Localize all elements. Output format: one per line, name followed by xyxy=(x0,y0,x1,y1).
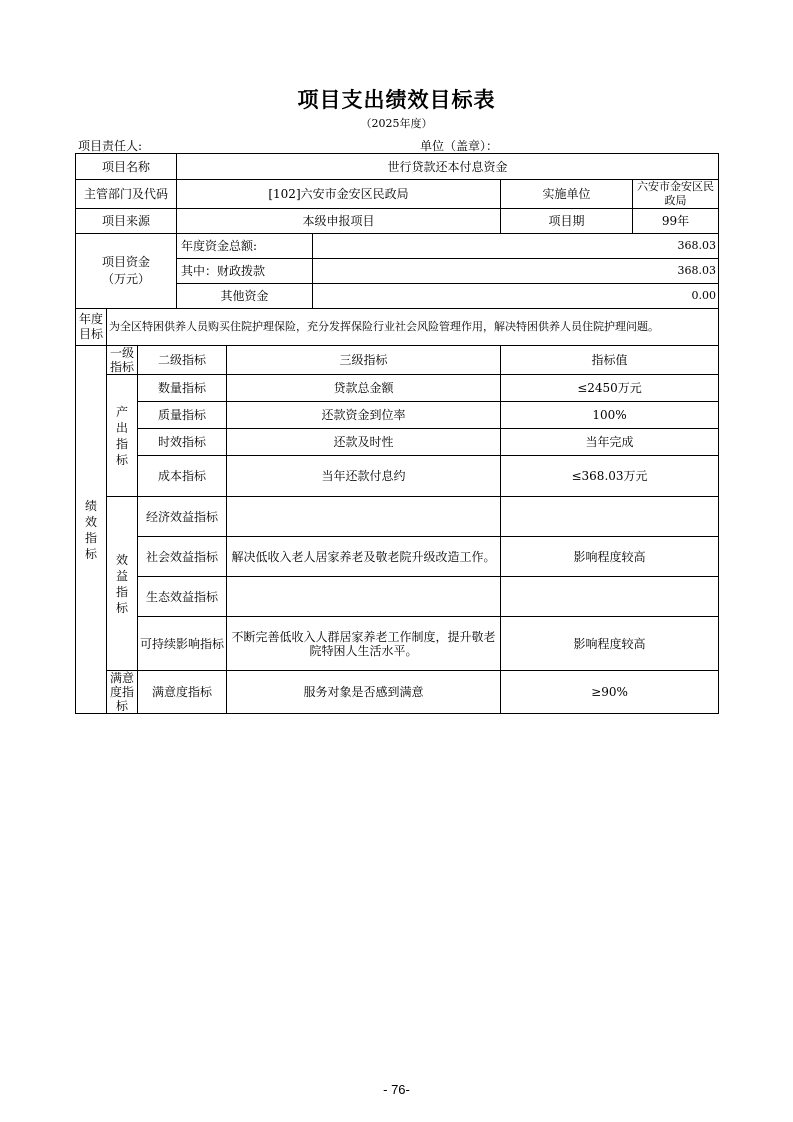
header-value: 指标值 xyxy=(501,346,719,375)
project-funds-label xyxy=(76,234,177,309)
satisfaction-level2: 满意度指标 xyxy=(138,671,227,714)
performance-target-table xyxy=(75,153,719,714)
header-level3: 三级指标 xyxy=(227,346,501,375)
project-period-value: 99年 xyxy=(633,209,719,234)
benefit-indicators-label-text: 效益指标 xyxy=(115,552,128,615)
other-funds-label: 其他资金 xyxy=(177,284,313,309)
dept-code-value: [102]六安市金安区民政局 xyxy=(177,180,501,209)
satisfaction-level3: 服务对象是否感到满意 xyxy=(227,671,501,714)
project-funds-label-text: 项目资金（万元） xyxy=(101,255,150,286)
output-level2: 数量指标 xyxy=(138,375,227,402)
output-value: 100% xyxy=(501,402,719,429)
benefit-value: 影响程度较高 xyxy=(501,537,719,577)
annual-total-label: 年度资金总额: xyxy=(177,234,313,259)
benefit-level2: 经济效益指标 xyxy=(138,497,227,537)
fiscal-year: （2025年度） xyxy=(360,117,433,130)
fiscal-appropriation-label: 其中：财政拨款 xyxy=(177,259,313,284)
annual-objective-label-text: 年度目标 xyxy=(78,312,103,341)
benefit-level2: 社会效益指标 xyxy=(138,537,227,577)
benefit-level3: 解决低收入老人居家养老及敬老院升级改造工作。 xyxy=(227,537,501,577)
satisfaction-value: ≥90% xyxy=(501,671,719,714)
output-value: ≤368.03万元 xyxy=(501,456,719,497)
project-name-value: 世行贷款还本付息资金 xyxy=(177,154,719,180)
performance-indicators-label-text: 绩效指标 xyxy=(84,498,97,561)
output-level2: 时效指标 xyxy=(138,429,227,456)
project-source-label: 项目来源 xyxy=(76,209,177,234)
output-value: 当年完成 xyxy=(501,429,719,456)
impl-unit-label: 实施单位 xyxy=(501,180,633,209)
impl-unit-value: 六安市金安区民政局 xyxy=(633,180,719,209)
header-level1-text: 一级指标 xyxy=(109,346,134,374)
benefit-level3 xyxy=(227,577,501,617)
output-indicators-label xyxy=(107,375,138,497)
other-funds-value: 0.00 xyxy=(313,284,719,309)
satisfaction-indicators-label-text: 满意度指标 xyxy=(109,671,134,713)
output-level3: 当年还款付息约 xyxy=(227,456,501,497)
output-level2: 质量指标 xyxy=(138,402,227,429)
output-level2: 成本指标 xyxy=(138,456,227,497)
project-period-label: 项目期 xyxy=(501,209,633,234)
benefit-level2: 生态效益指标 xyxy=(138,577,227,617)
output-indicators-label-text: 产出指标 xyxy=(115,404,128,467)
page-title: 项目支出绩效目标表 xyxy=(297,88,496,112)
satisfaction-indicators-label xyxy=(107,671,138,714)
output-value: ≤2450万元 xyxy=(501,375,719,402)
responsible-person-label: 项目责任人: xyxy=(78,139,143,153)
header-level1 xyxy=(107,346,138,375)
annual-objective-label xyxy=(76,309,107,346)
unit-seal-label: 单位（盖章）： xyxy=(420,139,499,153)
page-number: - 76- xyxy=(383,1082,410,1097)
benefit-value xyxy=(501,497,719,537)
project-source-value: 本级申报项目 xyxy=(177,209,501,234)
benefit-value: 影响程度较高 xyxy=(501,617,719,671)
performance-indicators-label xyxy=(76,346,107,714)
output-level3: 贷款总金额 xyxy=(227,375,501,402)
benefit-level2: 可持续影响指标 xyxy=(138,617,227,671)
fiscal-appropriation-value: 368.03 xyxy=(313,259,719,284)
benefit-value xyxy=(501,577,719,617)
annual-objective-text: 为全区特困供养人员购买住院护理保险，充分发挥保险行业社会风险管理作用，解决特困供养人员住院护理问题。 xyxy=(107,309,719,346)
output-level3: 还款资金到位率 xyxy=(227,402,501,429)
output-level3: 还款及时性 xyxy=(227,429,501,456)
benefit-level3 xyxy=(227,497,501,537)
annual-total-value: 368.03 xyxy=(313,234,719,259)
header-level2: 二级指标 xyxy=(138,346,227,375)
benefit-indicators-label xyxy=(107,497,138,671)
benefit-level3: 不断完善低收入人群居家养老工作制度，提升敬老院特困人生活水平。 xyxy=(227,617,501,671)
project-name-label: 项目名称 xyxy=(76,154,177,180)
dept-code-label: 主管部门及代码 xyxy=(76,180,177,209)
